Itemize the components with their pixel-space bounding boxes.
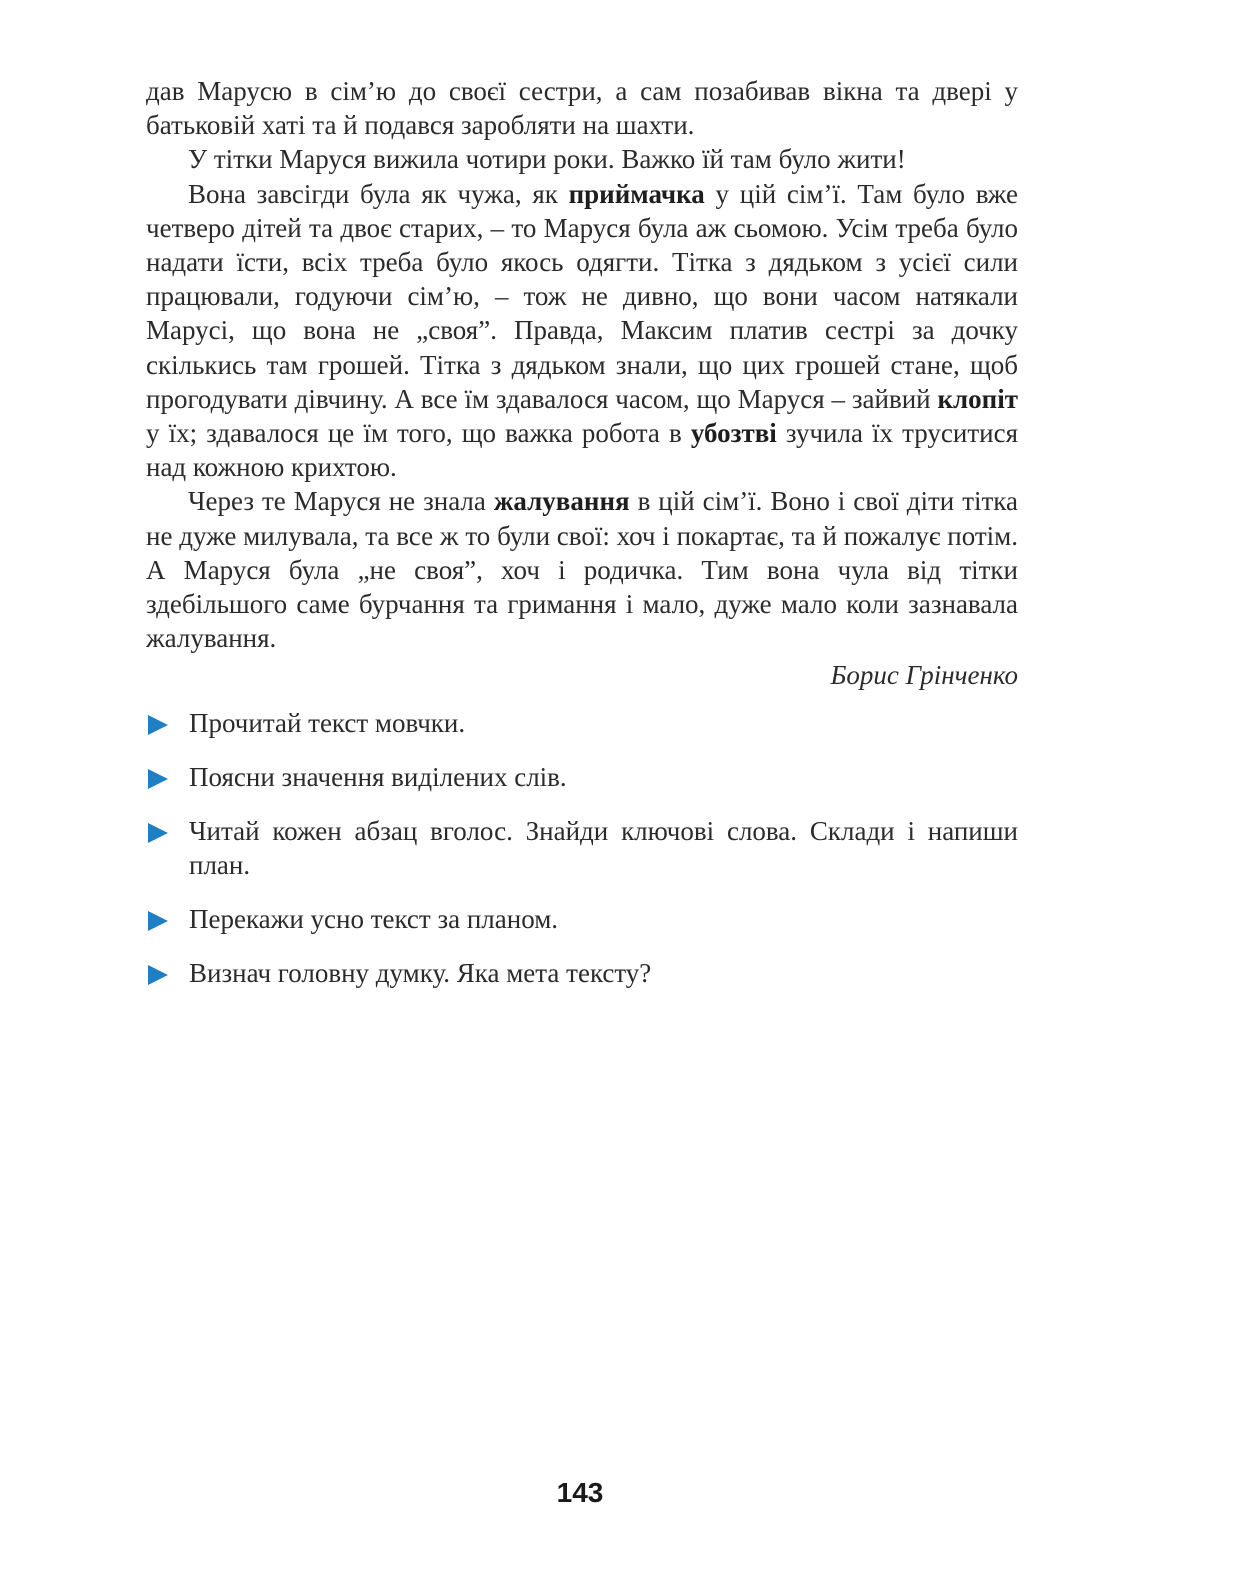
task-text: Перекажи усно текст за планом. [189,904,559,934]
text-run: в цій сім’ї. Воно і свої діти тітка не дуже милувала, та все ж то були свої: хоч і покартає, та й пожалує потім. А Маруся була „не своя”, хоч і родичка. Тим вона чула від тітки здебільшого саме бурчання та гримання і мало, дуже мало коли зазнавала жалування. [146,486,1018,654]
task-item [146,706,1018,740]
task-text: Прочитай текст мовчки. [189,708,466,738]
task-text: Визнач головну думку. Яка мета тексту? [189,958,652,988]
task-item [146,760,1018,794]
task-item [146,814,1018,882]
text-run: У тітки Маруся вижила чотири роки. Важко їй там було жити! [188,144,906,175]
story-paragraph [146,177,1018,485]
text-run: Вона завсігди була як чужа, як [188,178,569,209]
highlighted-word: приймачка [568,178,705,209]
triangle-arrow-icon [148,769,168,789]
text-run: у їх; здавалося це їм того, що важка робота в [146,418,691,449]
triangle-arrow-icon [148,715,168,735]
task-item [146,902,1018,936]
highlighted-word: клопіт [937,383,1018,414]
task-list [146,706,1018,1010]
story-paragraph [146,142,1018,176]
triangle-arrow-icon [148,911,168,931]
story-paragraph [146,484,1018,655]
author-signature: Борис Грінченко [830,660,1018,690]
text-run: у цій сім’ї. Там було вже четверо дітей та двоє старих, – то Маруся була аж сьомою. Усім треба було надати їсти, всіх треба було якось одягти. Тітка з дядьком з усієї сили працювали, годуючи сім’ю, – тож не дивно, що вони часом натякали Марусі, що вона не „своя”. Правда, Максим платив сестрі за дочку скількись там грошей. Тітка з дядьком знали, що цих грошей стане, щоб прогодувати дівчину. А все їм здавалося часом, що Маруся – зайвий [146,178,1019,414]
highlighted-word: жалування [493,486,630,517]
story-text [146,74,1018,655]
highlighted-word: убозтві [690,418,777,449]
triangle-arrow-icon [148,823,168,843]
task-text: Поясни значення виділених слів. [189,762,567,792]
task-text: Читай кожен абзац вголос. Знайди ключові слова. Склади і напиши план. [189,816,1018,880]
text-run: дав Марусю в сім’ю до своєї сестри, а сам позабивав вікна та двері у батьковій хаті та й подався заробляти на шахти. [146,76,1018,141]
task-item [146,956,1018,990]
page-number: 143 [556,1477,604,1508]
text-run: зучила їх труситися над кожною крихтою. [146,418,1018,483]
story-paragraph [146,74,1018,142]
text-run: Через те Маруся не знала [188,486,494,517]
triangle-arrow-icon [148,965,168,985]
